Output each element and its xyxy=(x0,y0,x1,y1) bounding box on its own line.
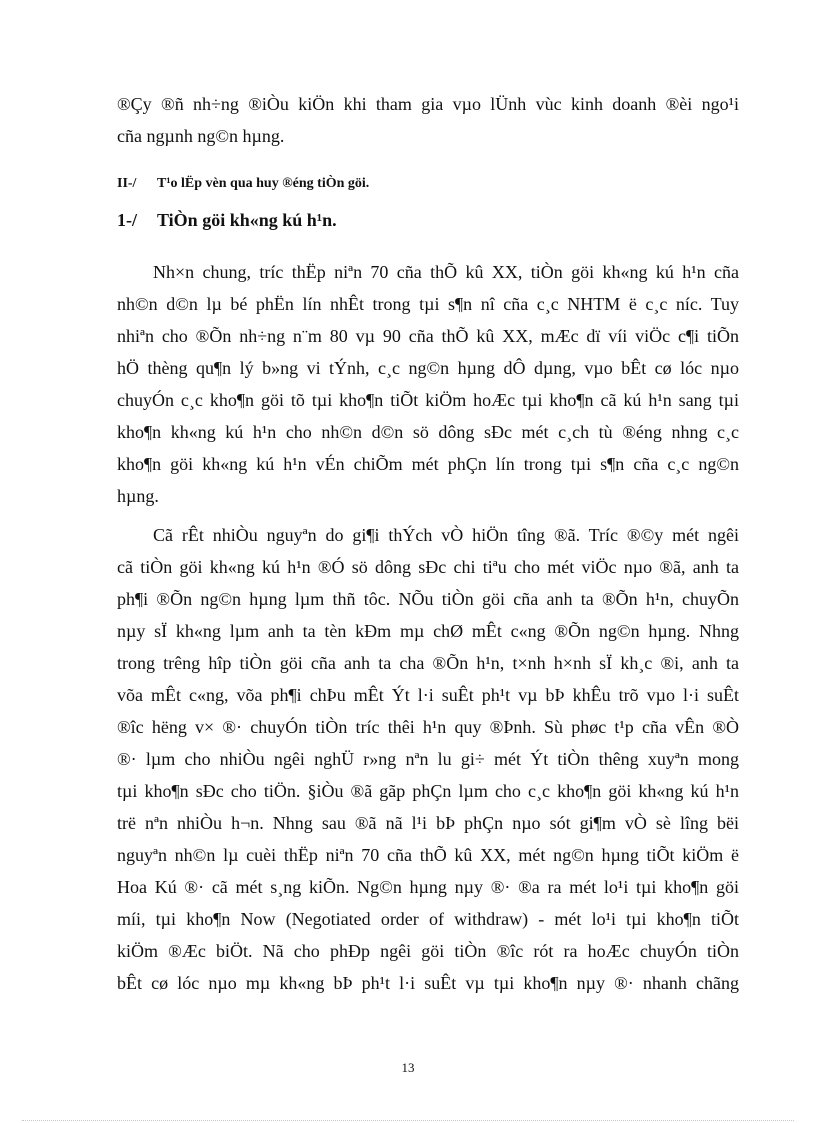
subsection-title: TiÒn göi kh«ng kú h¹n. xyxy=(157,210,337,230)
text-line: míi, tµi kho¶n Now (Negotiated order of withdraw) - mét lo¹i tµi kho¶n tiÕt xyxy=(117,909,739,929)
text-line: võa mÊt c«ng, võa ph¶i chÞu mÊt Ýt l·i suÊt ph¹t vµ bÞ khÊu trõ vµo l·i suÊt xyxy=(117,685,739,705)
text-line: ®îc hëng v× ®· chuyÓn tiÒn tríc thêi h¹n quy ®Þnh. Sù phøc t¹p cña vÊn ®Ò xyxy=(117,717,739,737)
intro-paragraph xyxy=(117,88,739,152)
text-line: nhiªn cho ®Õn nh÷ng n¨m 80 vµ 90 cña thÕ kû XX, mÆc dï víi viÖc c¶i tiÕn xyxy=(117,326,739,346)
text-line: nµy sÏ kh«ng lµm anh ta tèn kÐm mµ chØ mÊt c«ng ®Õn ng©n hµng. Nhng xyxy=(117,621,739,641)
text-line: tµi kho¶n sÐc cho tiÖn. §iÒu ®ã gãp phÇn lµm cho c¸c kho¶n göi kh«ng kú h¹n xyxy=(117,781,739,801)
text-line: kho¶n göi kh«ng kú h¹n vÉn chiÕm mét phÇn lín trong tµi s¶n cña c¸c ng©n xyxy=(117,454,739,474)
text-line: ®Çy ®ñ nh÷ng ®iÒu kiÖn khi tham gia vµo lÜnh vùc kinh doanh ®èi ngo¹i xyxy=(117,94,739,114)
text-line: trë nªn nhiÒu h¬n. Nhng sau ®ã nã l¹i bÞ phÇn nµo sót gi¶m vÒ sè lîng bëi xyxy=(117,813,739,833)
paragraph-reasons xyxy=(117,519,739,999)
paragraph-demand-deposits xyxy=(117,256,739,512)
text-line: cã tiÒn göi kh«ng kú h¹n ®Ó sö dông sÐc chi tiªu cho mét viÖc nµo ®ã, anh ta xyxy=(117,557,739,577)
text-line: cña ngµnh ng©n hµng. xyxy=(117,126,285,146)
subsection-heading xyxy=(117,210,337,231)
page-bottom-divider xyxy=(22,1120,794,1121)
text-line: trong trêng hîp tiÒn göi cña anh ta cha ®Õn h¹n, t×nh h×nh sÏ kh¸c ®i, anh ta xyxy=(117,653,739,673)
text-line: ®· lµm cho nhiÒu ngêi nghÜ r»ng nªn lu gi÷ mét Ýt tiÒn thêng xuyªn mong xyxy=(117,749,739,769)
text-line: Nh×n chung, tríc thËp niªn 70 cña thÕ kû XX, tiÒn göi kh«ng kú h¹n cña xyxy=(153,262,739,282)
section-heading xyxy=(117,176,369,192)
text-line: nguyªn nh©n lµ cuèi thËp niªn 70 cña thÕ kû XX, mét ng©n hµng tiÕt kiÖm ë xyxy=(117,845,739,865)
text-line: Hoa Kú ®· cã mét s¸ng kiÕn. Ng©n hµng nµy ®· ®a ra mét lo¹i tµi kho¶n göi xyxy=(117,877,739,897)
text-line: Cã rÊt nhiÒu nguyªn do gi¶i thÝch vÒ hiÖn tîng ®ã. Tríc ®©y mét ngêi xyxy=(153,525,739,545)
section-title: T¹o lËp vèn qua huy ®éng tiÒn göi. xyxy=(157,176,370,191)
page-number: 13 xyxy=(401,1060,415,1075)
text-line: kiÖm ®Æc biÖt. Nã cho phÐp ngêi göi tiÒn ®îc rót ra hoÆc chuyÓn tiÒn xyxy=(117,941,739,961)
text-line: chuyÓn c¸c kho¶n göi tõ tµi kho¶n tiÕt kiÖm hoÆc tµi kho¶n cã kú h¹n sang tµi xyxy=(117,390,739,410)
text-line: kho¶n kh«ng kú h¹n cho nh©n d©n sö dông sÐc mét c¸ch tù ®éng nhng c¸c xyxy=(117,422,739,442)
text-line: hÖ thèng qu¶n lý b»ng vi tÝnh, c¸c ng©n hµng dÔ dµng, vµo bÊt cø lóc nµo xyxy=(117,358,739,378)
text-line: bÊt cø lóc nµo mµ kh«ng bÞ ph¹t l·i suÊt vµ tµi kho¶n nµy ®· nhanh chãng xyxy=(117,973,739,993)
text-line: ph¶i ®Õn ng©n hµng lµm thñ tôc. NÕu tiÒn göi cña anh ta ®Õn h¹n, chuyÕn xyxy=(117,589,739,609)
subsection-number: 1-/ xyxy=(117,210,137,230)
text-line: nh©n d©n lµ bé phËn lín nhÊt trong tµi s¶n nî cña c¸c NHTM ë c¸c níc. Tuy xyxy=(117,294,739,314)
text-line: hµng. xyxy=(117,486,159,506)
section-number: II-/ xyxy=(117,176,137,191)
